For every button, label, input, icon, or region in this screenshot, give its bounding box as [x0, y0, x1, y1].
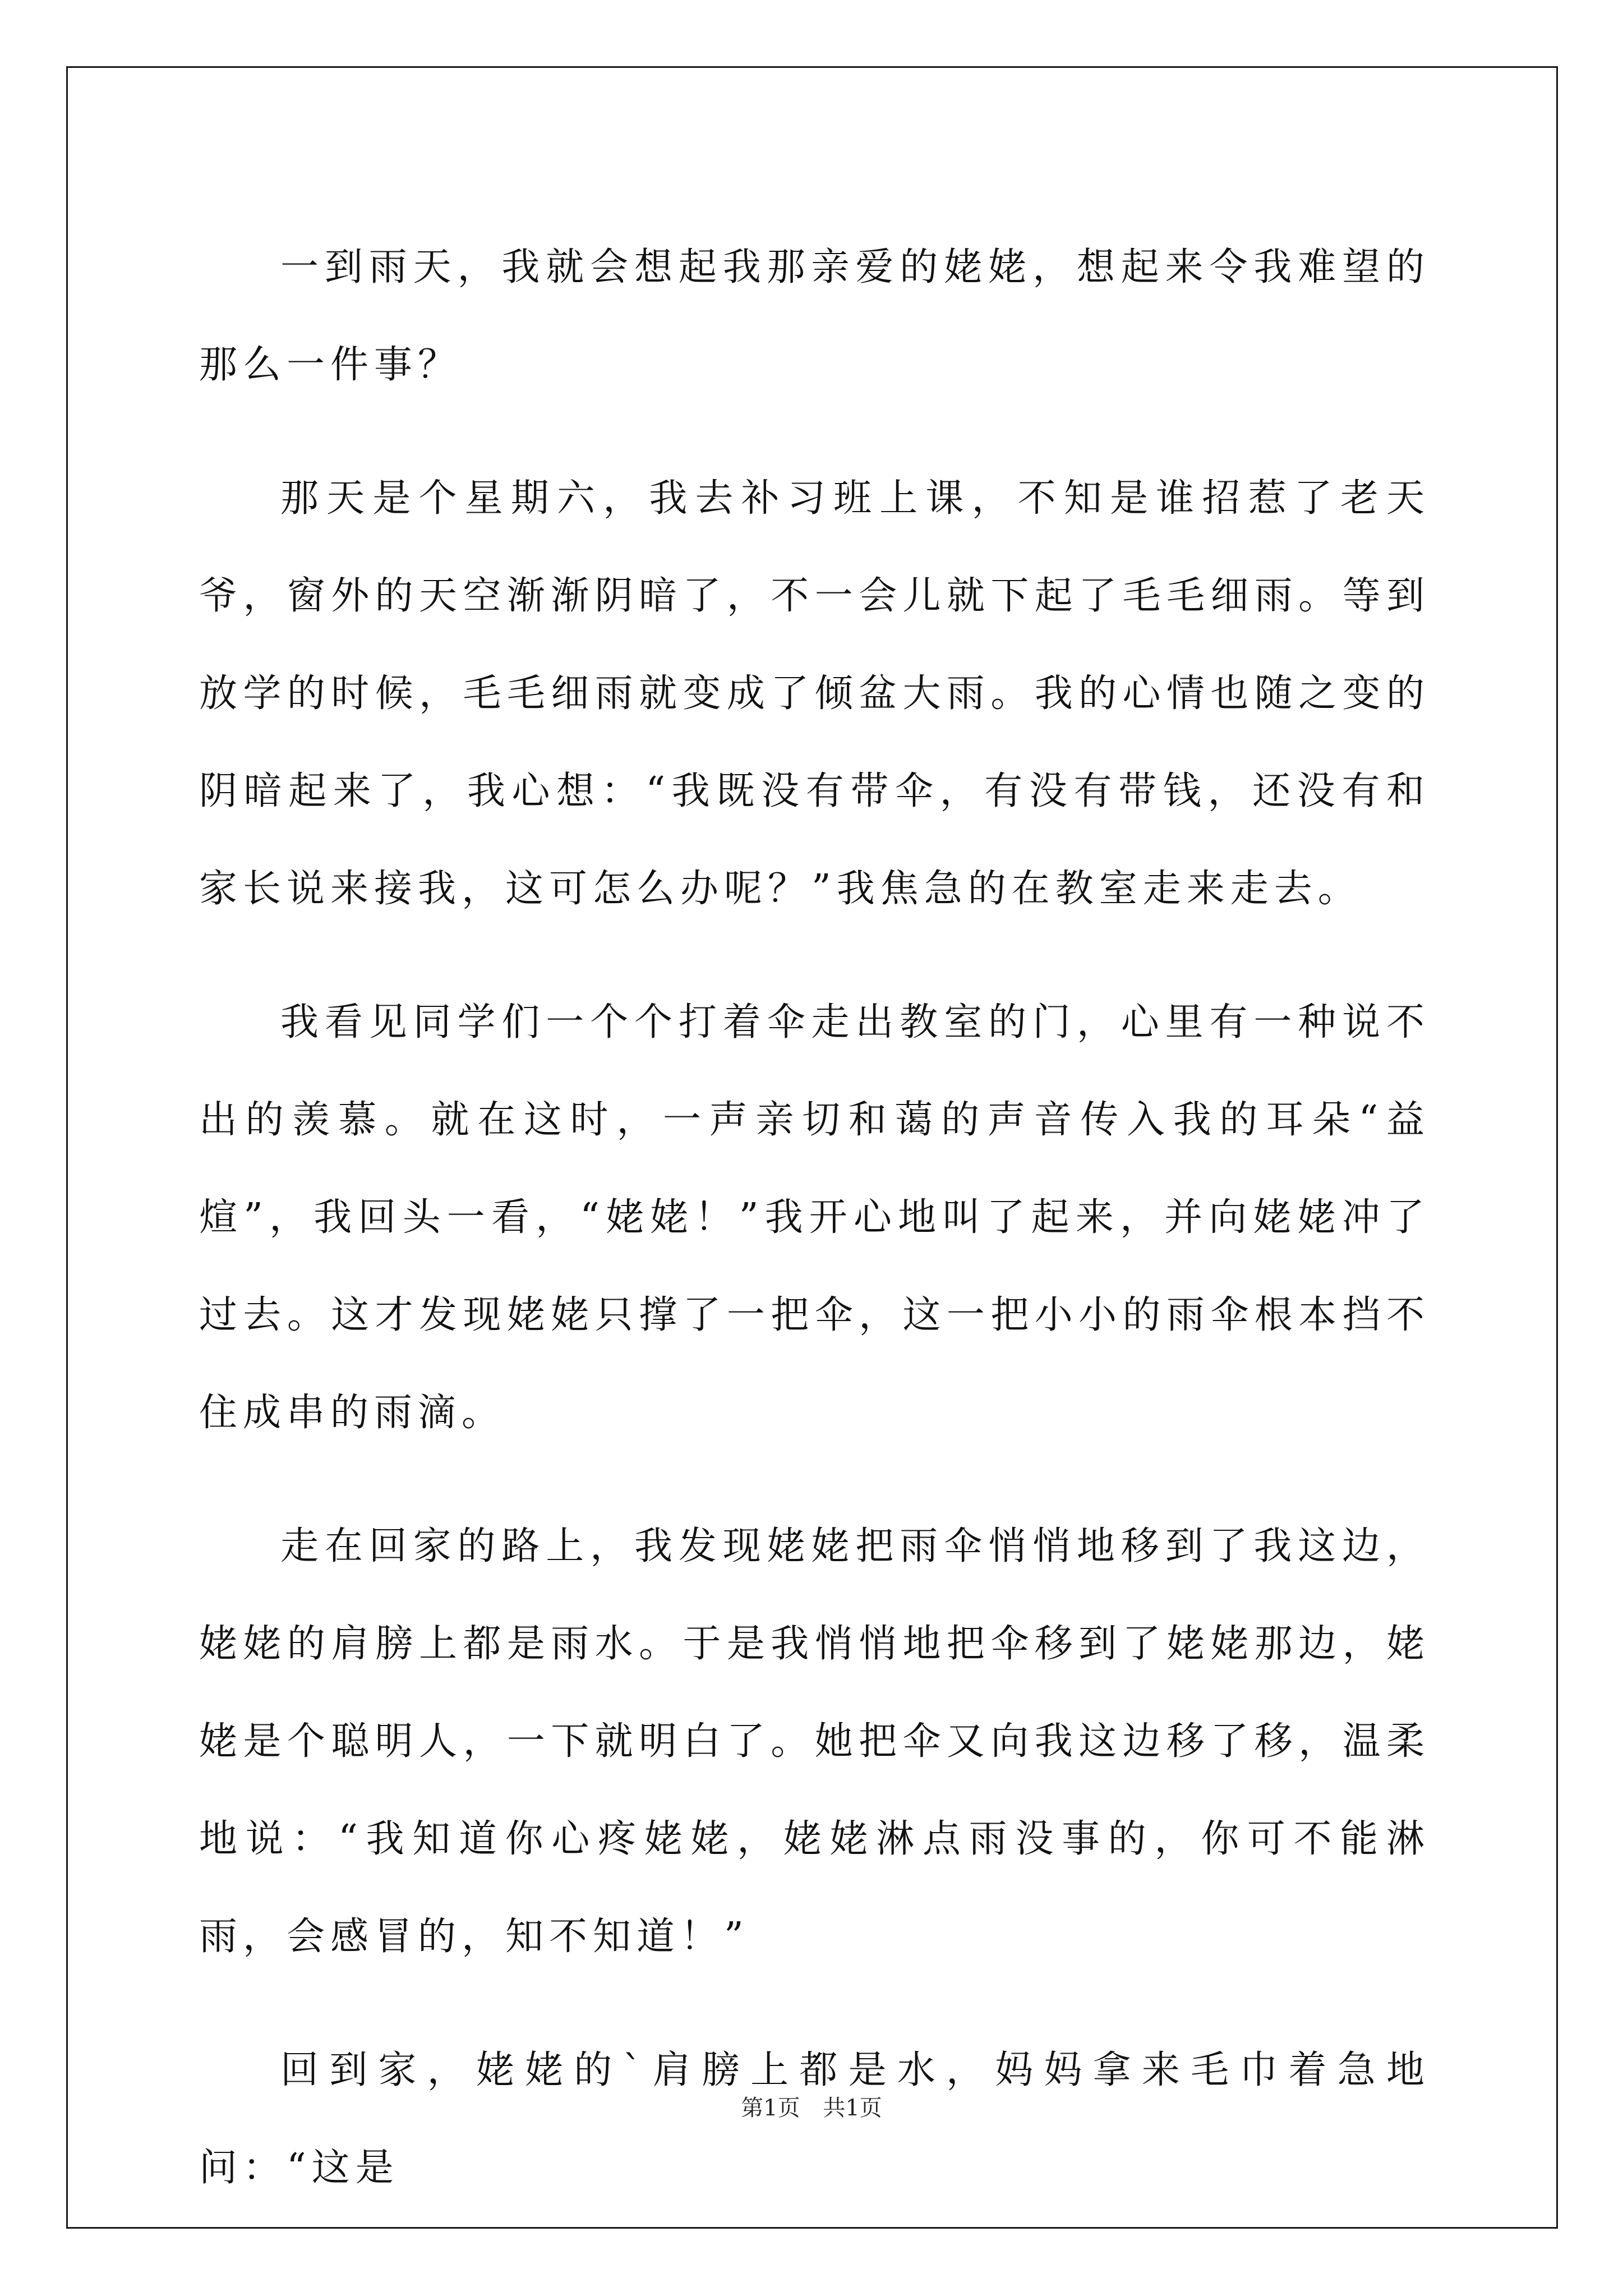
- paragraph-3: 我看见同学们一个个打着伞走出教室的门，心里有一种说不出的羡慕。就在这时，一声亲切和蔼的声音传入我的耳朵“益煊”，我回头一看，“姥姥！”我开心地叫了起来，并向姥姥冲了过去。这才发现姥姥只撑了一把伞，这一把小小的雨伞根本挡不住成串的雨滴。: [199, 1000, 1430, 1435]
- page-footer: [0, 2090, 1623, 2122]
- document-body: [199, 219, 1430, 2217]
- paragraph-2: 那天是个星期六，我去补习班上课，不知是谁招惹了老天爷，窗外的天空渐渐阴暗了，不一会儿就下起了毛毛细雨。等到放学的时候，毛毛细雨就变成了倾盆大雨。我的心情也随之变的阴暗起来了，我心想：“我既没有带伞，有没有带钱，还没有和家长说来接我，这可怎么办呢？”我焦急的在教室走来走去。: [199, 476, 1430, 911]
- paragraph-4: 走在回家的路上，我发现姥姥把雨伞悄悄地移到了我这边，姥姥的肩膀上都是雨水。于是我悄悄地把伞移到了姥姥那边，姥姥是个聪明人，一下就明白了。她把伞又向我这边移了移，温柔地说：“我知道你心疼姥姥，姥姥淋点雨没事的，你可不能淋雨，会感冒的，知不知道！”: [199, 1524, 1430, 1959]
- paragraph-1: 一到雨天，我就会想起我那亲爱的姥姥，想起来令我难望的那么一件事？: [199, 245, 1430, 387]
- page-total: 共1页: [823, 2095, 882, 2121]
- paragraph-5: 回到家，姥姥的`肩膀上都是水，妈妈拿来毛巾着急地问：“这是: [199, 2048, 1430, 2190]
- page-number: 第1页: [741, 2095, 800, 2121]
